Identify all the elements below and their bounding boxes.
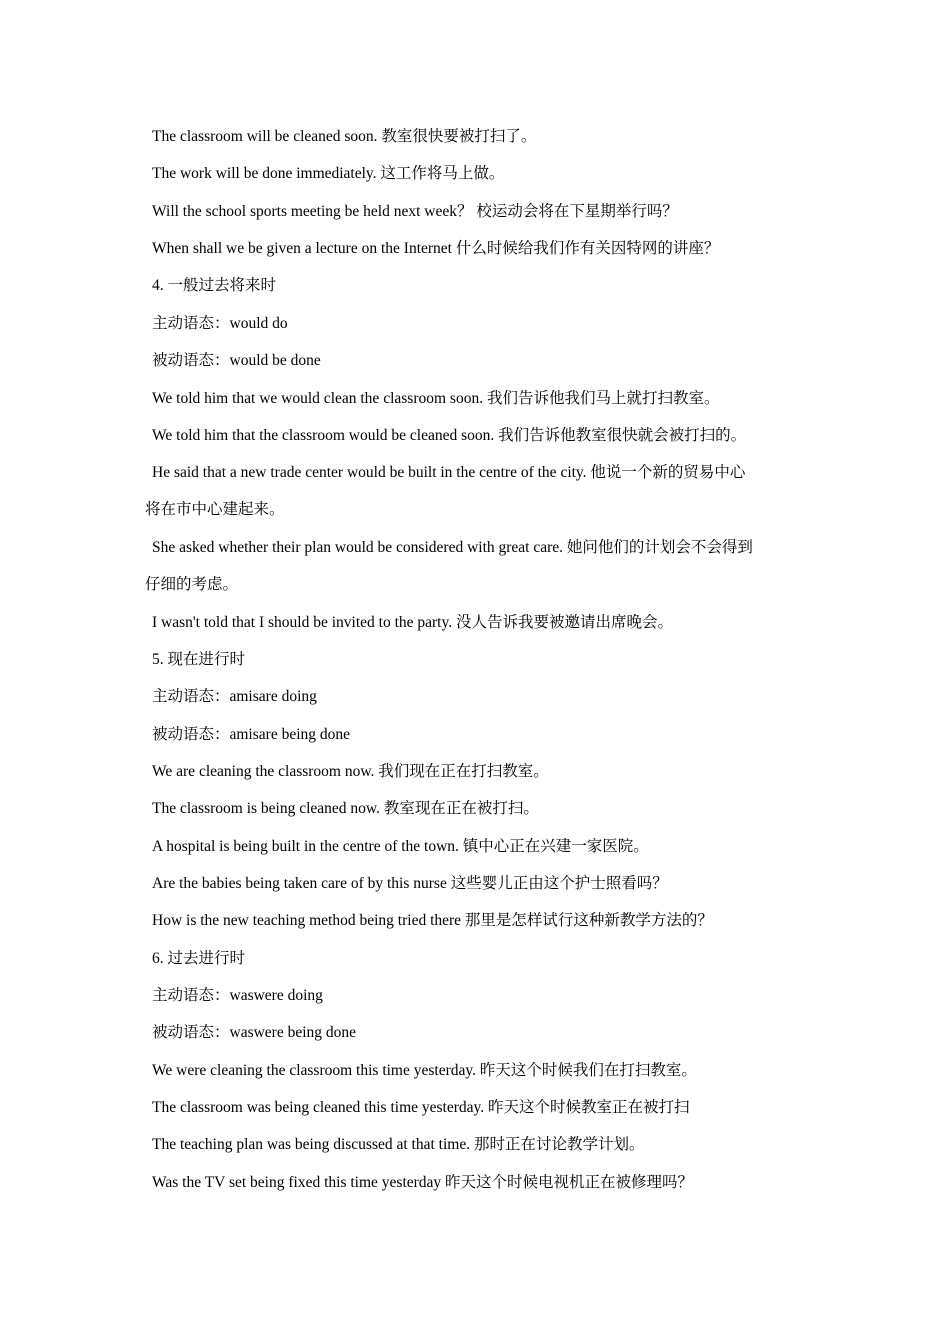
text-line: 被动语态：would be done [152,352,321,369]
text-line: He said that a new trade center would be built in the centre of the city. 他说一个新的贸易中心 [152,464,746,481]
text-line: We were cleaning the classroom this time yesterday. 昨天这个时候我们在打扫教室。 [152,1062,697,1079]
text-line: How is the new teaching method being tried there 那里是怎样试行这种新教学方法的？ [152,912,713,929]
text-line: Will the school sports meeting be held next week？ 校运动会将在下星期举行吗？ [152,203,678,220]
section-heading: 5. 现在进行时 [152,651,246,668]
text-line: When shall we be given a lecture on the Internet 什么时候给我们作有关因特网的讲座？ [152,240,720,257]
text-line: The work will be done immediately. 这工作将马上做。 [152,165,505,182]
text-line: 被动语态：waswere being done [152,1024,357,1041]
text-line: We told him that we would clean the classroom soon. 我们告诉他我们马上就打扫教室。 [152,390,720,407]
text-line: Are the babies being taken care of by this nurse 这些婴儿正由这个护士照看吗？ [152,875,668,892]
text-line: We are cleaning the classroom now. 我们现在正在打扫教室。 [152,763,549,780]
text-line: The teaching plan was being discussed at that time. 那时正在讨论教学计划。 [152,1136,645,1153]
text-line: Was the TV set being fixed this time yesterday 昨天这个时候电视机正在被修理吗？ [152,1174,694,1191]
text-line: 将在市中心建起来。 [145,501,285,518]
text-line: The classroom will be cleaned soon. 教室很快要被打扫了。 [152,128,537,145]
text-line: She asked whether their plan would be considered with great care. 她问他们的计划会不会得到 [152,539,753,556]
text-line: 主动语态：waswere doing [152,987,323,1004]
text-line: I wasn't told that I should be invited to the party. 没人告诉我要被邀请出席晚会。 [152,614,673,631]
text-line: The classroom is being cleaned now. 教室现在正在被打扫。 [152,800,539,817]
text-line: 主动语态：would do [152,315,288,332]
text-line: We told him that the classroom would be cleaned soon. 我们告诉他教室很快就会被打扫的。 [152,427,747,444]
text-line: 主动语态：amisare doing [152,688,317,705]
text-line: The classroom was being cleaned this time yesterday. 昨天这个时候教室正在被打扫 [152,1099,690,1116]
section-heading: 6. 过去进行时 [152,950,246,967]
text-line: 被动语态：amisare being done [152,726,351,743]
section-heading: 4. 一般过去将来时 [152,277,277,294]
text-line: 仔细的考虑。 [145,576,239,593]
text-line: A hospital is being built in the centre of the town. 镇中心正在兴建一家医院。 [152,838,649,855]
